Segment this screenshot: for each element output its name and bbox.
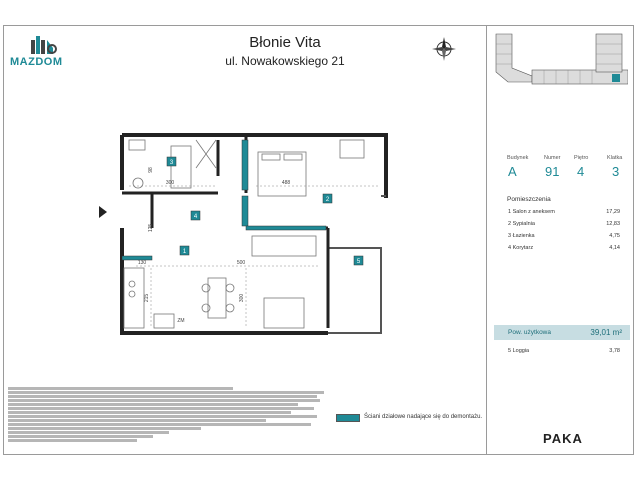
legend-text: Ściani działowe nadające się do demontażu. bbox=[364, 414, 483, 420]
room-row bbox=[508, 221, 620, 227]
building-header: Budynek bbox=[507, 155, 529, 161]
loggia-row bbox=[508, 348, 620, 354]
dimension-label: 300 bbox=[239, 293, 245, 303]
room-number-4: 4 bbox=[193, 214, 198, 220]
room-number-1: 1 bbox=[182, 249, 187, 255]
room-area: 12,83 bbox=[606, 221, 620, 227]
dimension-label: 500 bbox=[236, 260, 246, 266]
room-area: 17,29 bbox=[606, 209, 620, 215]
room-number-2: 2 bbox=[325, 197, 330, 203]
usable-area-label: Pow. użytkowa bbox=[508, 329, 551, 336]
mazdom-logo bbox=[9, 34, 89, 74]
address: ul. Nowakowskiego 21 bbox=[225, 54, 345, 68]
sheet-divider bbox=[486, 25, 487, 455]
room-label: 1 Salon z aneksem bbox=[508, 209, 555, 215]
dimension-label: 125 bbox=[148, 223, 154, 233]
compass-rose-icon bbox=[431, 36, 457, 62]
loggia-area: 3,78 bbox=[609, 348, 620, 354]
number-value: 91 bbox=[545, 164, 560, 179]
room-number-3: 3 bbox=[169, 160, 174, 166]
dimension-label: 130 bbox=[137, 260, 147, 266]
dimension-label: 215 bbox=[144, 293, 150, 303]
room-label: 3 Łazienka bbox=[508, 233, 535, 239]
room-area: 4,14 bbox=[609, 245, 620, 251]
usable-area-bar bbox=[494, 325, 630, 340]
room-area: 4,75 bbox=[609, 233, 620, 239]
page-title: Błonie Vita bbox=[249, 34, 321, 51]
apartment-highlight bbox=[612, 74, 620, 82]
fridge-label: ZM bbox=[177, 318, 185, 324]
usable-area-value: 39,01 m² bbox=[590, 328, 622, 337]
number-header: Numer bbox=[544, 155, 561, 161]
brand-name: MAZDOM bbox=[10, 56, 63, 68]
loggia-label: 5 Loggia bbox=[508, 348, 530, 354]
room-row bbox=[508, 209, 620, 215]
floor-plan bbox=[96, 128, 396, 343]
stair-value: 3 bbox=[612, 164, 620, 179]
building-value: A bbox=[508, 164, 517, 179]
room-number-5: 5 bbox=[356, 259, 361, 265]
room-row bbox=[508, 233, 620, 239]
paka-logo: PAKA bbox=[543, 431, 583, 446]
dimension-label: 300 bbox=[165, 180, 175, 186]
demountable-wall-swatch bbox=[336, 414, 360, 422]
floor-value: 4 bbox=[577, 164, 585, 179]
dimension-label: 98 bbox=[148, 167, 154, 173]
room-label: 2 Sypialnia bbox=[508, 221, 535, 227]
fine-print-notes bbox=[8, 387, 330, 443]
room-row bbox=[508, 245, 620, 251]
site-plan-thumbnail bbox=[492, 32, 628, 102]
stair-header: Klatka bbox=[607, 155, 623, 161]
room-label: 4 Korytarz bbox=[508, 245, 534, 251]
rooms-title: Pomieszczenia bbox=[507, 196, 551, 203]
floor-header: Piętro bbox=[574, 155, 589, 161]
entrance-marker bbox=[99, 206, 107, 218]
dimension-label: 488 bbox=[281, 180, 291, 186]
